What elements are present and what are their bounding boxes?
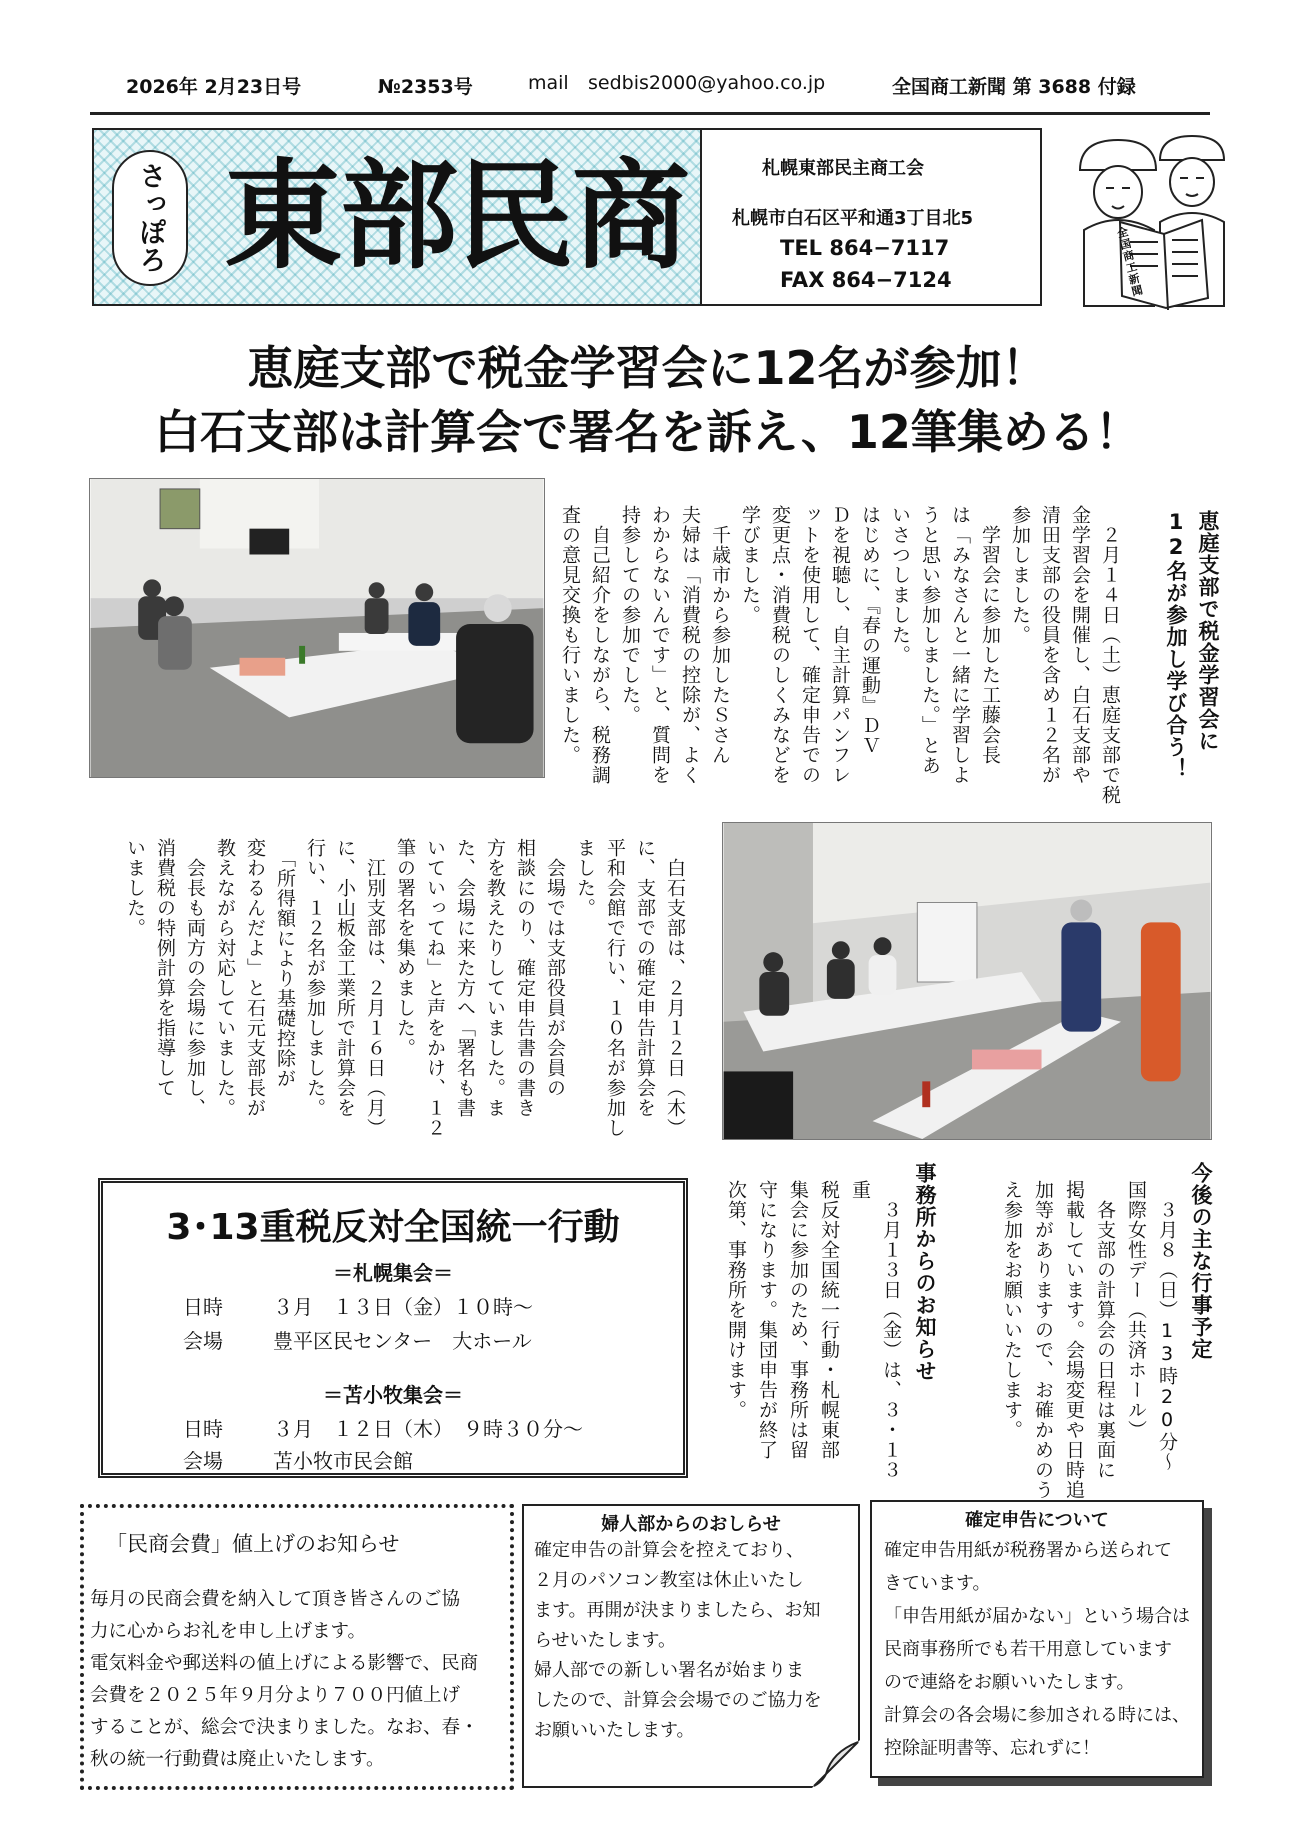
article1-col: 千歳市から参加したＳさん <box>709 505 731 765</box>
schedule-col: 国際女性デー（共済ホール） <box>1125 1180 1147 1440</box>
tax-notice-box <box>870 1500 1204 1778</box>
office-col: 次第、事務所を開けます。 <box>725 1180 747 1420</box>
article1-col: 学びました。 <box>739 505 761 625</box>
tomakomai-date-label: 日時 <box>183 1417 223 1441</box>
article1-col: Ｄを視聴し、自主計算パンフレ <box>829 505 851 785</box>
fee-line: 毎月の民商会費を納入して頂き皆さんのご協 <box>90 1589 461 1610</box>
fee-notice-box <box>80 1504 514 1790</box>
women-line: 婦人部での新しい署名が始まりま <box>534 1660 804 1681</box>
action-box <box>98 1178 688 1478</box>
article2-col: 白石支部は、２月１２日（木） <box>664 838 686 1138</box>
article2-col: に、支部での確定申告計算会を <box>634 838 656 1118</box>
headline-2: 白石支部は計算会で署名を訴え、12筆集める！ <box>154 405 1141 459</box>
women-line: らせいたします。 <box>534 1630 677 1651</box>
tax-line: 控除証明書等、忘れずに！ <box>884 1738 1100 1759</box>
article2-col: 教えながら対応していました。 <box>214 838 236 1118</box>
article2-col: いました。 <box>124 838 146 938</box>
schedule-col: ３月８（日）13時20分〜 <box>1156 1180 1178 1472</box>
tax-line: 民商事務所でも若干用意しています <box>884 1639 1172 1660</box>
article2-col: 会場では支部役員が会員の <box>544 838 566 1098</box>
tax-line: 計算会の各会場に参加される時には、 <box>884 1705 1190 1726</box>
article1-col: はじめに、『春の運動』ＤＶ <box>859 505 881 756</box>
article2-col: 筆の署名を集めました。 <box>394 838 416 1058</box>
page-curl-icon <box>812 1740 860 1788</box>
fee-line: 会費を２０２５年９月分より７００円値上げ <box>90 1685 461 1706</box>
article1-col: 学習会に参加した工藤会長 <box>979 505 1001 765</box>
email-address: sedbis2000@yahoo.co.jp <box>588 72 826 94</box>
photo-shiroishi-calculation-meeting <box>722 822 1212 1140</box>
org-name: 札幌東部民主商工会 <box>762 158 924 179</box>
org-tel: TEL 864−7117 <box>780 236 950 260</box>
sapporo-venue: 豊平区民センター 大ホール <box>273 1329 532 1353</box>
article2-col: 「所得額により基礎控除が <box>274 838 296 1089</box>
article1-body <box>560 505 1125 805</box>
article2-col: た、会場に来た方へ「署名も書 <box>454 838 476 1118</box>
masthead-subtitle: さっぽろ <box>112 150 188 286</box>
newspaper-title: 全国商工新聞 <box>1114 225 1145 299</box>
fee-line: 力に心からお礼を申し上げます。 <box>90 1621 367 1642</box>
mail-label: mail <box>528 72 569 94</box>
schedule-col: え参加をお願いいたします。 <box>1001 1180 1023 1440</box>
article1-col: 清田支部の役員を含め１２名が <box>1039 505 1061 785</box>
tomakomai-venue-label: 会場 <box>183 1449 223 1473</box>
women-line: お願いいたします。 <box>534 1720 695 1741</box>
schedule-col: 掲載しています。会場変更や日時追 <box>1063 1180 1085 1500</box>
tomakomai-date: ３月 １２日（木） ９時３０分〜 <box>273 1417 583 1441</box>
article2-col: ました。 <box>574 838 596 918</box>
photo-ebetsu-study-meeting <box>89 478 545 778</box>
tomakomai-heading: ＝苫小牧集会＝ <box>323 1383 463 1407</box>
tomakomai-venue: 苫小牧市民会館 <box>273 1449 413 1473</box>
article1-heading <box>1160 510 1224 780</box>
schedule-col: 各支部の計算会の日程は裏面に <box>1094 1180 1116 1480</box>
article2-col: 平和会館で行い、１０名が参加し <box>604 838 626 1138</box>
women-line: 確定申告の計算会を控えており、 <box>534 1540 804 1561</box>
org-fax: FAX 864−7124 <box>780 268 952 292</box>
tax-line: 確定申告用紙が税務署から送られて <box>884 1540 1172 1561</box>
tax-notice-title: 確定申告について <box>965 1510 1109 1531</box>
article2-col: 会長も両方の会場に参加し、 <box>184 838 206 1118</box>
office-col: ３月１３日（金）は、３・１３重 <box>849 1180 902 1480</box>
schedule-heading: 今後の主な行事予定 <box>1189 1162 1213 1360</box>
article1-col: 査の意見交換も行いました。 <box>559 505 581 765</box>
readers-illustration <box>1060 130 1240 310</box>
article2-col: 方を教えたりしていました。ま <box>484 838 506 1118</box>
sapporo-venue-label: 会場 <box>183 1329 223 1353</box>
tax-line: きています。 <box>884 1573 991 1594</box>
sapporo-date-label: 日時 <box>183 1295 223 1319</box>
tax-line: ので連絡をお願いいたします。 <box>884 1672 1135 1693</box>
tax-line: 「申告用紙が届かない」という場合は <box>884 1606 1190 1627</box>
office-col: 守になります。集団申告が終了 <box>756 1180 778 1460</box>
article2-col: 変わるんだよ」と石元支部長が <box>244 838 266 1118</box>
article2-col: いていってね」と声をかけ、１２ <box>424 838 446 1138</box>
article1-col: 変更点・消費税のしくみなどを <box>769 505 791 785</box>
article1-col: 夫婦は「消費税の控除が、よく <box>679 505 701 785</box>
women-line: ます。再開が決まりましたら、お知 <box>534 1600 821 1621</box>
article1-col: ットを使用して、確定申告での <box>799 505 821 785</box>
office-col: 税反対全国統一行動・札幌東部 <box>818 1180 840 1460</box>
article1-heading-line1: 恵庭支部で税金学習会に <box>1196 510 1220 752</box>
women-line: ２月のパソコン教室は休止いたし <box>534 1570 804 1591</box>
office-col: 集会に参加のため、事務所は留 <box>787 1180 809 1460</box>
office-notice-body <box>725 1180 906 1480</box>
org-address: 札幌市白石区平和通3丁目北5 <box>732 208 974 229</box>
women-line: したので、計算会会場でのご協力を <box>534 1690 822 1711</box>
org-info-box <box>702 128 1042 306</box>
issue-date: 2026年 2月23日号 <box>126 76 302 98</box>
schedule-body <box>970 1180 1182 1500</box>
sapporo-date: ３月 １３日（金）１０時〜 <box>273 1295 533 1319</box>
article2-col: 行い、１２名が参加しました。 <box>304 838 326 1118</box>
article2-col: 相談にのり、確定申告書の書き <box>514 838 536 1118</box>
women-notice-body <box>534 1536 854 1746</box>
article1-col: いさつしました。 <box>889 505 911 665</box>
masthead-logo <box>92 128 702 306</box>
office-notice-heading: 事務所からのお知らせ <box>913 1162 937 1382</box>
women-notice-title: 婦人部からのおしらせ <box>601 1514 781 1535</box>
headline-1: 恵庭支部で税金学習会に12名が参加！ <box>247 341 1048 395</box>
article1-col: 自己紹介をしながら、税務調 <box>589 505 611 785</box>
article1-col: わからないんです」と、質問を <box>649 505 671 785</box>
article2-col: 消費税の特例計算を指導して <box>154 838 176 1098</box>
schedule-col: 加等がありますので、お確かめのう <box>1032 1180 1054 1500</box>
article1-col: 参加しました。 <box>1009 505 1031 645</box>
women-notice-box <box>522 1504 860 1788</box>
article1-col: は「みなさんと一緒に学習しよ <box>949 505 971 785</box>
issue-number: №2353号 <box>378 76 473 98</box>
tax-notice-body <box>884 1534 1200 1765</box>
sapporo-heading: ＝札幌集会＝ <box>333 1261 453 1285</box>
fee-notice-title: 「民商会費」値上げのお知らせ <box>106 1532 400 1556</box>
header-bar <box>0 72 1295 102</box>
article1-col: ２月１４日（土）恵庭支部で税 <box>1099 505 1121 805</box>
article2-col: 江別支部は、２月１６日（月） <box>364 838 386 1138</box>
article1-col: 持参しての参加でした。 <box>619 505 641 725</box>
article2-col: に、小山板金工業所で計算会を <box>334 838 356 1118</box>
supplement-note: 全国商工新聞 第 3688 付録 <box>892 76 1136 98</box>
fee-notice-body <box>90 1584 506 1776</box>
masthead-title: 東部民商 <box>224 147 689 285</box>
header-rule <box>90 112 1210 115</box>
article1-heading-line2: 12名が参加し学び合う！ <box>1164 510 1188 780</box>
article2-body <box>120 838 690 1148</box>
fee-line: することが、総会で決まりました。なお、春・ <box>90 1717 479 1738</box>
fee-line: 電気料金や郵送料の値上げによる影響で、民商 <box>90 1653 479 1674</box>
action-title: 3･13重税反対全国統一行動 <box>166 1207 620 1248</box>
fee-line: 秋の統一行動費は廃止いたします。 <box>90 1749 385 1770</box>
article1-col: 金学習会を開催し、白石支部や <box>1069 505 1091 785</box>
article1-col: うと思い参加しました。」とあ <box>919 505 941 776</box>
